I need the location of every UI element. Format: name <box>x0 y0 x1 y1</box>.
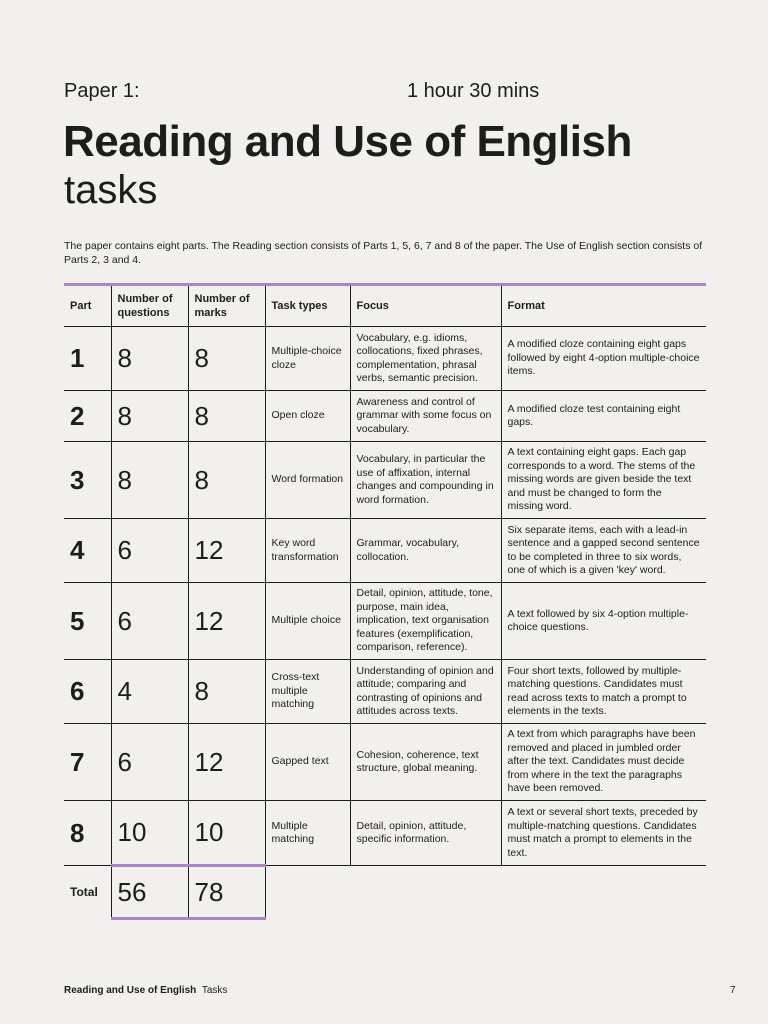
table-row <box>64 391 706 442</box>
focus-text: Detail, opinion, attitude, tone, purpose, main idea, implication, text organisation features (exemplification, comparison, reference). <box>350 583 501 660</box>
tasks-table <box>64 283 706 920</box>
focus-text: Vocabulary, in particular the use of affixation, internal changes and compounding in word formation. <box>350 442 501 519</box>
format-text: A text followed by six 4-option multiple-choice questions. <box>501 583 706 660</box>
part-number: 6 <box>64 660 111 724</box>
header-format: Format <box>501 285 706 327</box>
part-number: 4 <box>64 519 111 583</box>
marks-count: 12 <box>188 519 265 583</box>
focus-text: Awareness and control of grammar with some focus on vocabulary. <box>350 391 501 442</box>
total-questions: 56 <box>111 866 188 919</box>
empty-cell <box>265 866 350 919</box>
intro-paragraph: The paper contains eight parts. The Reading section consists of Parts 1, 5, 6, 7 and 8 of the paper. The Use of English section consists of Parts 2, 3 and 4. <box>64 240 703 266</box>
marks-count: 8 <box>188 660 265 724</box>
footer-title-rest: Tasks <box>201 985 228 996</box>
empty-cell <box>501 866 706 919</box>
page-title: Reading and Use of English <box>63 117 632 166</box>
questions-count: 8 <box>111 327 188 391</box>
task-type: Word formation <box>265 442 350 519</box>
focus-text: Vocabulary, e.g. idioms, collocations, fixed phrases, complementation, phrasal verbs, semantic precision. <box>350 327 501 391</box>
task-type: Multiple matching <box>265 801 350 866</box>
page-subtitle: tasks <box>64 168 158 212</box>
paper-label: Paper 1: <box>64 80 140 102</box>
task-type: Multiple choice <box>265 583 350 660</box>
empty-cell <box>350 866 501 919</box>
questions-count: 6 <box>111 724 188 801</box>
total-marks: 78 <box>188 866 265 919</box>
format-text: Four short texts, followed by multiple-matching questions. Candidates must read across texts to match a prompt to elements in the texts. <box>501 660 706 724</box>
table-row <box>64 583 706 660</box>
total-row <box>64 866 706 919</box>
table-row <box>64 724 706 801</box>
format-text: A text containing eight gaps. Each gap corresponds to a word. The stems of the missing words are given beside the text and must be changed to form the missing word. <box>501 442 706 519</box>
total-label: Total <box>70 885 98 900</box>
task-type: Cross-text multiple matching <box>265 660 350 724</box>
format-text: A modified cloze containing eight gaps followed by eight 4-option multiple-choice items. <box>501 327 706 391</box>
marks-count: 8 <box>188 442 265 519</box>
questions-count: 8 <box>111 442 188 519</box>
format-text: Six separate items, each with a lead-in sentence and a gapped second sentence to be completed in three to six words, one of which is a given 'key' word. <box>501 519 706 583</box>
questions-count: 6 <box>111 583 188 660</box>
table-row <box>64 801 706 866</box>
focus-text: Grammar, vocabulary, collocation. <box>350 519 501 583</box>
questions-count: 8 <box>111 391 188 442</box>
table-row <box>64 660 706 724</box>
focus-text: Detail, opinion, attitude, specific information. <box>350 801 501 866</box>
questions-count: 6 <box>111 519 188 583</box>
table-row <box>64 327 706 391</box>
format-text: A modified cloze test containing eight gaps. <box>501 391 706 442</box>
part-number: 2 <box>64 391 111 442</box>
marks-count: 8 <box>188 327 265 391</box>
questions-count: 4 <box>111 660 188 724</box>
header-marks: Number of marks <box>188 285 265 327</box>
format-text: A text from which paragraphs have been removed and placed in jumbled order after the text. Candidates must decide from where in the text the paragraphs have been removed. <box>501 724 706 801</box>
focus-text: Cohesion, coherence, text structure, global meaning. <box>350 724 501 801</box>
format-text: A text or several short texts, preceded by multiple-matching questions. Candidates must match a prompt to elements in the text. <box>501 801 706 866</box>
questions-count: 10 <box>111 801 188 866</box>
focus-text: Understanding of opinion and attitude; comparing and contrasting of opinions and attitudes across texts. <box>350 660 501 724</box>
marks-count: 8 <box>188 391 265 442</box>
part-number: 8 <box>64 801 111 866</box>
task-type: Key word transformation <box>265 519 350 583</box>
header-part: Part <box>64 285 111 327</box>
footer-title-bold: Reading and Use of English <box>64 985 197 996</box>
header-focus: Focus <box>350 285 501 327</box>
part-number: 3 <box>64 442 111 519</box>
table-row <box>64 519 706 583</box>
part-number: 5 <box>64 583 111 660</box>
marks-count: 12 <box>188 583 265 660</box>
part-number: 1 <box>64 327 111 391</box>
header-task-types: Task types <box>265 285 350 327</box>
marks-count: 12 <box>188 724 265 801</box>
footer-title <box>64 985 227 996</box>
task-type: Open cloze <box>265 391 350 442</box>
table-row <box>64 442 706 519</box>
page-number: 7 <box>730 985 736 996</box>
table-header-row <box>64 285 706 327</box>
task-type: Multiple-choice cloze <box>265 327 350 391</box>
header-questions: Number of questions <box>111 285 188 327</box>
task-type: Gapped text <box>265 724 350 801</box>
paper-duration: 1 hour 30 mins <box>407 80 540 102</box>
marks-count: 10 <box>188 801 265 866</box>
part-number: 7 <box>64 724 111 801</box>
